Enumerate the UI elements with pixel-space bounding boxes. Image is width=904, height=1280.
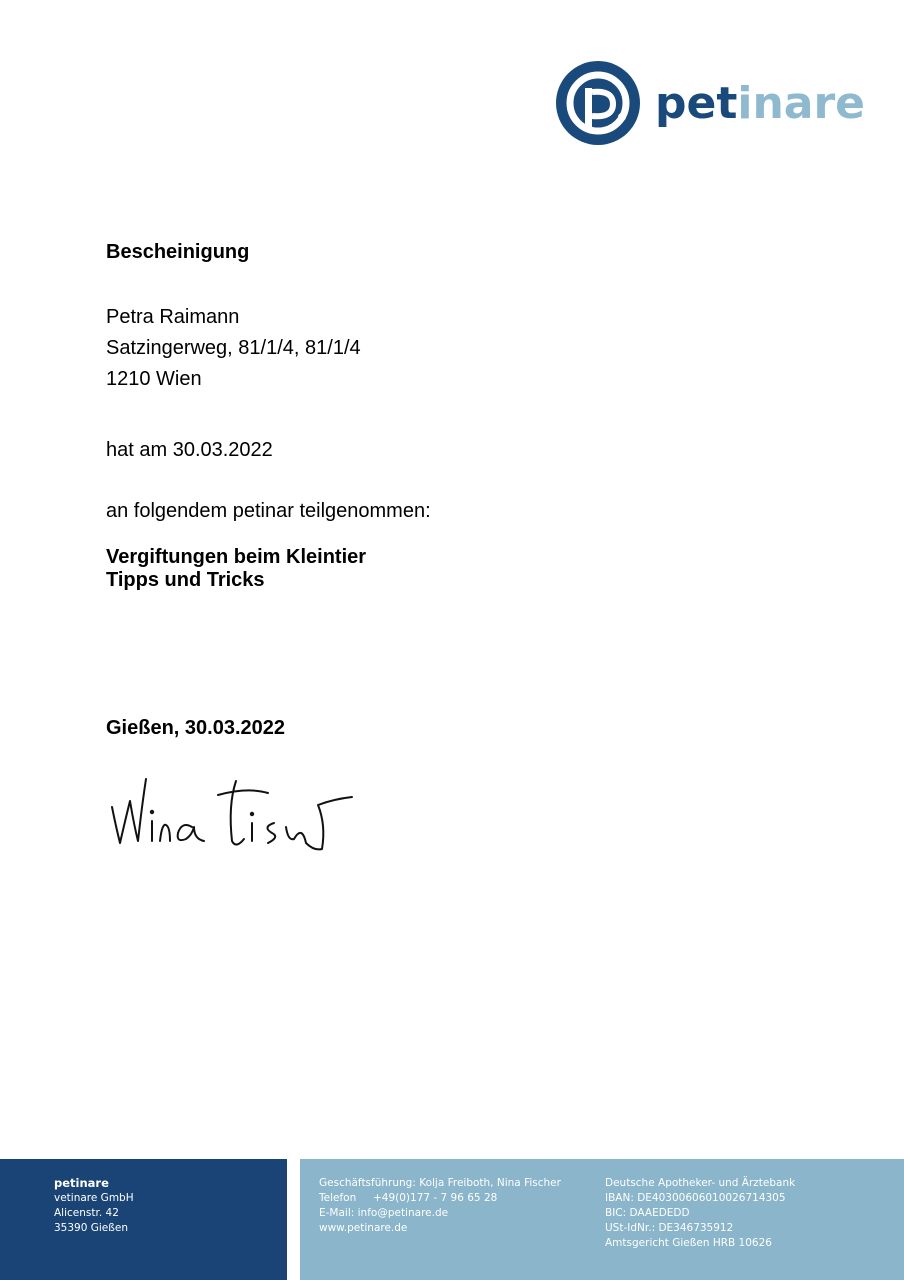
footer-vat-id: USt-IdNr.: DE346735912 xyxy=(605,1222,734,1234)
recipient-address xyxy=(106,302,361,395)
footer-management: Geschäftsführung: Kolja Freiboth, Nina Fischer xyxy=(319,1177,561,1189)
attendance-intro: an folgendem petinar teilgenommen: xyxy=(106,500,431,522)
recipient-name: Petra Raimann xyxy=(106,306,240,328)
course-title-line2: Tipps und Tricks xyxy=(106,569,265,591)
logo-inare: inare xyxy=(737,78,866,129)
footer-street: Alicenstr. 42 xyxy=(54,1207,119,1219)
footer-bank xyxy=(605,1176,795,1251)
footer-info-block xyxy=(300,1159,904,1280)
recipient-city: 1210 Wien xyxy=(106,368,202,390)
footer-iban: IBAN: DE40300606010026714305 xyxy=(605,1192,786,1204)
document-title: Bescheinigung xyxy=(106,241,250,263)
footer-contact xyxy=(319,1176,561,1236)
footer-bic: BIC: DAAEDEDD xyxy=(605,1207,690,1219)
footer-brand: petinare xyxy=(54,1176,109,1190)
footer-phone: +49(0)177 - 7 96 65 28 xyxy=(373,1192,498,1204)
footer-phone-row xyxy=(319,1191,561,1206)
logo-wordmark xyxy=(655,80,865,128)
petinare-emblem-icon xyxy=(555,60,645,150)
footer-company-name: vetinare GmbH xyxy=(54,1192,134,1204)
course-title-line1: Vergiftungen beim Kleintier xyxy=(106,546,367,568)
course-title xyxy=(106,546,366,592)
footer-bank-name: Deutsche Apotheker- und Ärztebank xyxy=(605,1177,796,1189)
footer-email: E-Mail: info@petinare.de xyxy=(319,1207,449,1219)
footer-court: Amtsgericht Gießen HRB 10626 xyxy=(605,1237,772,1249)
recipient-street: Satzingerweg, 81/1/4, 81/1/4 xyxy=(106,337,361,359)
footer-city: 35390 Gießen xyxy=(54,1222,128,1234)
logo-pet: pet xyxy=(655,78,738,129)
footer-company-block xyxy=(0,1159,287,1280)
footer-website: www.petinare.de xyxy=(319,1222,408,1234)
place-and-date: Gießen, 30.03.2022 xyxy=(106,717,286,739)
handwritten-signature xyxy=(108,765,358,857)
petinare-logo xyxy=(555,60,866,150)
attendance-date: hat am 30.03.2022 xyxy=(106,439,273,461)
footer-phone-label: Telefon xyxy=(319,1192,357,1204)
